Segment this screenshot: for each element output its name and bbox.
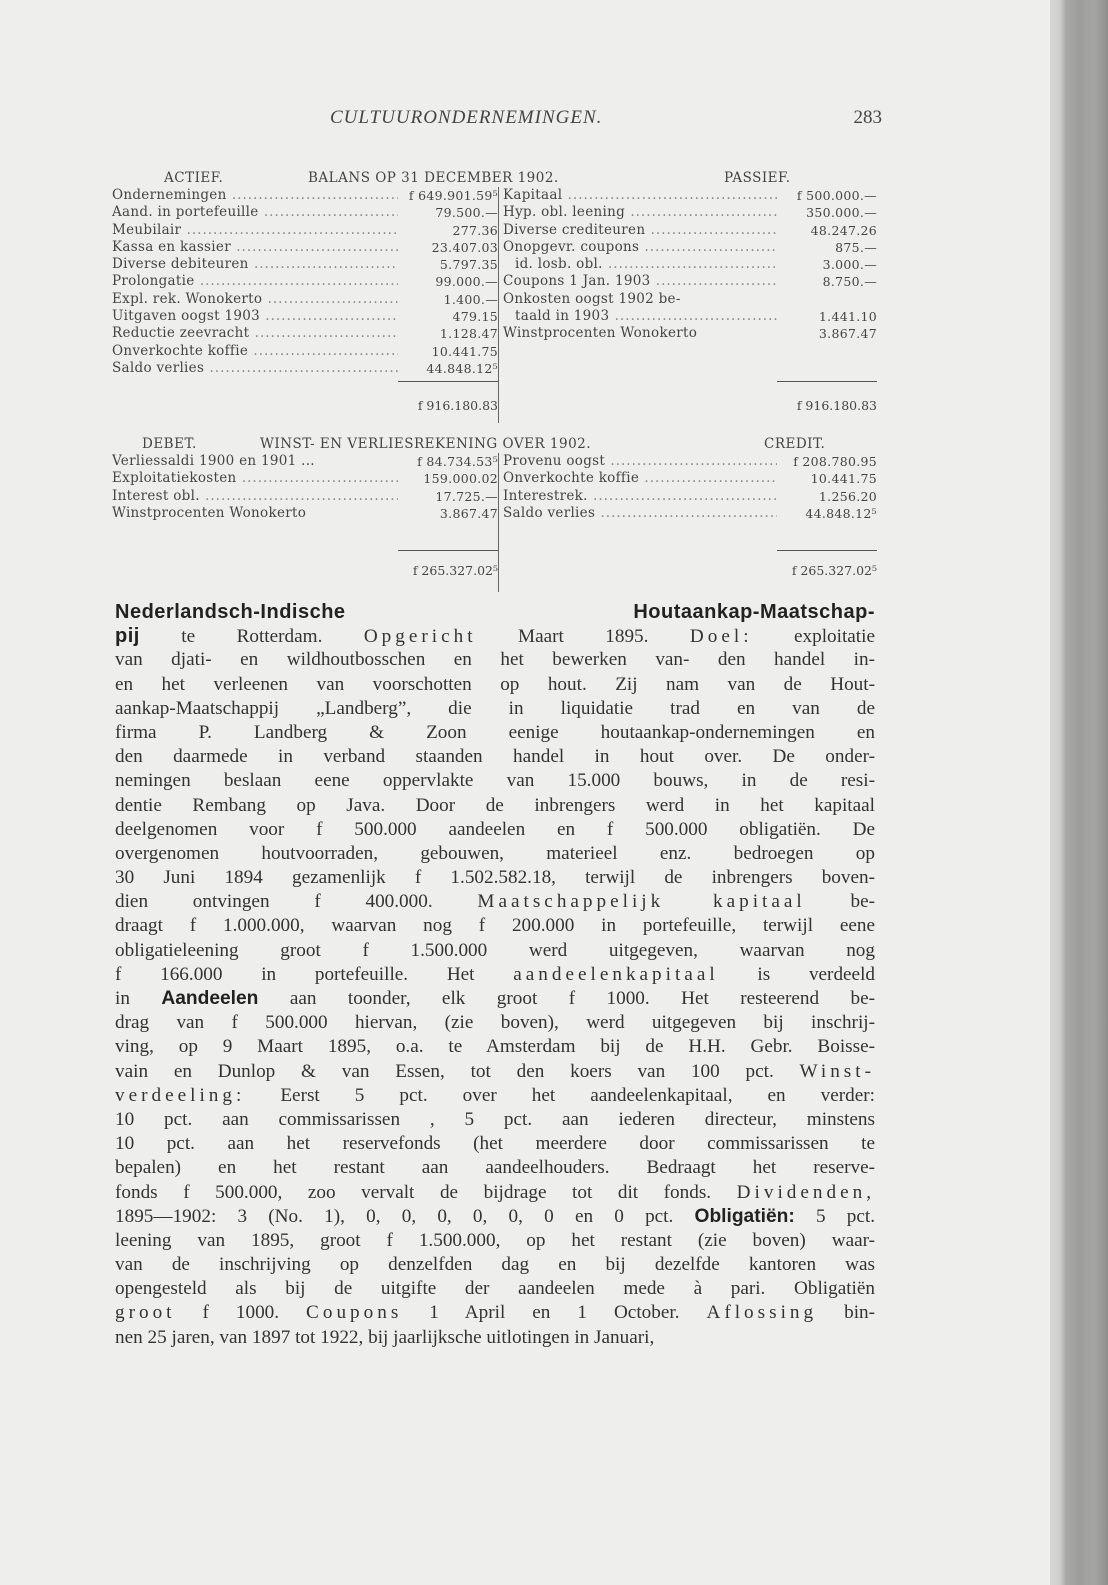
- row-amount: 8.750.—: [822, 274, 877, 290]
- line-text: bin-: [817, 1302, 876, 1324]
- line-text: dien ontvingen f 400.000.: [115, 891, 478, 913]
- running-title: CULTUURONDERNEMINGEN.: [330, 107, 603, 128]
- row-amount: 3.867.47: [818, 326, 877, 342]
- row-amount: 44.848.12⁵: [426, 360, 498, 376]
- row-label: Onverkochte koffie .....: [503, 470, 777, 487]
- line-text: drag van f 500.000 hiervan, (zie boven), werd uitgegeven bij inschrij-: [115, 1012, 875, 1034]
- row-label: Aand. in portefeuille .....: [112, 204, 398, 221]
- article-line: [115, 914, 875, 938]
- income-statement-title: WINST- EN VERLIESREKENING OVER 1902.: [260, 436, 592, 452]
- row-amount: 5.797.35: [439, 257, 498, 273]
- row-amount: 1.441.10: [818, 309, 877, 325]
- statement-row: [112, 256, 498, 273]
- row-amount: 1.400.—: [443, 291, 498, 307]
- row-label: Exploitatiekosten .....: [112, 470, 398, 487]
- bold-keyword: Aandeelen: [161, 988, 259, 1009]
- article-line: [115, 1301, 875, 1325]
- article-line: [115, 745, 875, 769]
- assets-total-amount: f 916.180.83: [417, 398, 498, 414]
- balance-sheet-caption: [112, 170, 877, 187]
- row-label: Ondernemingen .....: [112, 187, 398, 204]
- company-name: Nederlandsch-Indische Houtaankap-Maatschap-: [115, 601, 875, 623]
- statement-row: [112, 470, 498, 487]
- row-label: id. losb. obl. .....: [503, 256, 777, 273]
- row-label: Provenu oogst .....: [503, 453, 777, 470]
- company-article: [115, 600, 875, 1350]
- row-amount: 23.407.03: [431, 239, 498, 255]
- article-line: [115, 1156, 875, 1180]
- row-amount: 1.128.47: [439, 326, 498, 342]
- row-label: Uitgaven oogst 1903 .....: [112, 308, 398, 325]
- line-text: 1895—1902: 3 (No. 1), 0, 0, 0, 0, 0, 0 en 0 pct.: [115, 1205, 695, 1227]
- article-line: [115, 987, 875, 1011]
- line-text: 30 Juni 1894 gezamenlijk f 1.502.582.18, terwijl de inbrengers boven-: [115, 867, 875, 889]
- line-text: Maart 1895.: [476, 626, 690, 648]
- statement-row: [112, 505, 498, 522]
- line-text: nen 25 jaren, van 1897 tot 1922, bij jaarlijksche uitlotingen in Januari,: [115, 1326, 655, 1348]
- line-text: deelgenomen voor f 500.000 aandeelen en f 500.000 obligatiën. De: [115, 818, 875, 840]
- line-text: Eerst 5 pct. over het aandeelenkapitaal, en verder:: [245, 1084, 875, 1106]
- article-line: [115, 1277, 875, 1301]
- line-text: nemingen beslaan eene oppervlakte van 15.000 bouws, in de resi-: [115, 770, 875, 792]
- line-text: be-: [805, 891, 875, 913]
- article-line: [115, 1108, 875, 1132]
- row-label: Reductie zeevracht .....: [112, 325, 398, 342]
- article-line: [115, 794, 875, 818]
- article-line: [115, 1035, 875, 1059]
- spaced-keyword: Coupons: [306, 1302, 403, 1324]
- row-label: Meubilair .....: [112, 222, 398, 239]
- row-label: Kapitaal .....: [503, 187, 777, 204]
- row-label: taald in 1903 .....: [503, 308, 777, 325]
- row-amount: 479.15: [452, 309, 498, 325]
- debit-total-amount: f 265.327.02⁵: [412, 563, 498, 579]
- assets-caption: ACTIEF.: [164, 170, 224, 186]
- line-text: obligatieleening groot f 1.500.000 werd uitgegeven, waarvan nog: [115, 939, 875, 961]
- row-label: Coupons 1 Jan. 1903 .....: [503, 273, 777, 290]
- line-text: draagt f 1.000.000, waarvan nog f 200.000 in portefeuille, terwijl eene: [115, 915, 875, 937]
- statement-row: [503, 291, 877, 308]
- row-label: Expl. rek. Wonokerto .....: [112, 291, 398, 308]
- statement-row: [503, 325, 877, 342]
- row-label: Diverse debiteuren .....: [112, 256, 398, 273]
- row-label: Saldo verlies .....: [112, 360, 398, 377]
- statement-row: [112, 308, 498, 325]
- debit-total: [112, 522, 498, 592]
- article-line: [115, 1326, 875, 1350]
- row-label: Prolongatie .....: [112, 273, 398, 290]
- article-line: [115, 769, 875, 793]
- line-text: leening van 1895, groot f 1.500.000, op het restant (zie boven) waar-: [115, 1229, 875, 1251]
- credit-column: [498, 453, 877, 522]
- spaced-keyword: Maatschappelijk kapitaal: [477, 891, 806, 913]
- bold-keyword: Obligatiën:: [694, 1205, 795, 1227]
- credit-total-amount: f 265.327.02⁵: [791, 563, 877, 579]
- article-line: [115, 818, 875, 842]
- row-label: Winstprocenten Wonokerto: [503, 325, 698, 342]
- line-text: aan toonder, elk groot f 1000. Het resteerend be-: [258, 988, 875, 1009]
- line-text: dentie Rembang op Java. Door de inbrengers werd in het kapitaal: [115, 794, 875, 816]
- line-text: overgenomen houtvoorraden, gebouwen, materieel enz. bedroegen op: [115, 842, 875, 864]
- statement-row: [503, 470, 877, 487]
- row-amount: 17.725.—: [435, 488, 498, 504]
- balance-sheet-title: BALANS OP 31 DECEMBER 1902.: [308, 170, 559, 186]
- statement-row: [503, 222, 877, 239]
- statement-row: [503, 308, 877, 325]
- statement-row: [112, 360, 498, 377]
- row-label: Onkosten oogst 1902 be-: [503, 290, 681, 307]
- spaced-keyword: Doel:: [689, 626, 753, 648]
- row-amount: f 649.901.59⁵: [408, 188, 498, 203]
- income-statement: [112, 436, 877, 592]
- row-amount: 44.848.12⁵: [805, 505, 877, 521]
- row-amount: 3.000.—: [822, 257, 877, 273]
- line-text: f 166.000 in portefeuille. Het: [115, 963, 514, 985]
- line-text: den daarmede in verband staanden handel in hout over. De onder-: [115, 746, 875, 768]
- article-line: [115, 866, 875, 890]
- article-line: [115, 842, 875, 866]
- article-line: [115, 648, 875, 672]
- article-line: [115, 673, 875, 697]
- article-line: [115, 890, 875, 914]
- balance-sheet: [112, 170, 877, 423]
- statement-row: [503, 239, 877, 256]
- article-line: [115, 624, 875, 648]
- article-line: [115, 1253, 875, 1277]
- line-text: van djati- en wildhoutbosschen en het bewerken van- den handel in-: [115, 649, 875, 671]
- spaced-keyword: Dividenden,: [736, 1181, 875, 1203]
- statement-row: [112, 488, 498, 505]
- row-amount: 79.500.—: [435, 205, 498, 221]
- row-label: Diverse crediteuren .....: [503, 222, 777, 239]
- company-name-continued: pij: [115, 625, 140, 648]
- assets-column: [112, 187, 498, 377]
- article-line: [115, 1084, 875, 1108]
- spaced-keyword: verdeeling:: [115, 1084, 246, 1106]
- row-label: Verliessaldi 1900 en 1901 ...: [112, 453, 315, 469]
- row-amount: 3.867.47: [439, 505, 498, 521]
- row-label: Saldo verlies .....: [503, 505, 777, 522]
- debit-caption: DEBET.: [142, 436, 197, 452]
- statement-row: [112, 291, 498, 308]
- assets-total: [112, 377, 498, 415]
- row-label: Winstprocenten Wonokerto: [112, 504, 307, 521]
- statement-row: [112, 239, 498, 256]
- statement-row: [112, 273, 498, 290]
- line-text: opengesteld als bij de uitgifte der aandeelen mede à pari. Obligatiën: [115, 1278, 875, 1300]
- row-label: Onopgevr. coupons .....: [503, 239, 777, 256]
- line-text: fonds f 500.000, zoo vervalt de bijdrage tot dit fonds.: [115, 1181, 737, 1203]
- article-line: [115, 963, 875, 987]
- statement-row: [503, 453, 877, 470]
- liabilities-total-amount: f 916.180.83: [796, 398, 877, 414]
- article-heading-line: [115, 600, 875, 624]
- row-amount: 48.247.26: [810, 222, 877, 238]
- row-amount: 350.000.—: [806, 205, 877, 221]
- statement-row: [503, 505, 877, 522]
- row-amount: 159.000.02: [423, 471, 498, 487]
- row-amount: [777, 291, 877, 308]
- row-label: Onverkochte koffie .....: [112, 343, 398, 360]
- line-text: firma P. Landberg & Zoon eenige houtaankap-ondernemingen en: [115, 721, 875, 743]
- article-line: [115, 939, 875, 963]
- row-label: Kassa en kassier .....: [112, 239, 398, 256]
- row-label: Interest obl. .....: [112, 488, 398, 505]
- statement-row: [112, 453, 498, 470]
- liabilities-total: [498, 377, 877, 423]
- article-line: [115, 1132, 875, 1156]
- debit-column: [112, 453, 498, 522]
- line-text: en het verleenen van voorschotten op hout. Zij nam van de Hout-: [115, 673, 875, 695]
- row-amount: f 208.780.95: [793, 454, 877, 469]
- article-line: [115, 721, 875, 745]
- statement-row: [503, 256, 877, 273]
- spaced-keyword: Aflossing: [706, 1302, 818, 1324]
- row-amount: 99.000.—: [435, 274, 498, 290]
- statement-row: [503, 488, 877, 505]
- article-line: [115, 1229, 875, 1253]
- liabilities-column: [498, 187, 877, 377]
- article-line: [115, 1060, 875, 1084]
- article-line: [115, 697, 875, 721]
- statement-row: [503, 187, 877, 204]
- line-text: exploitatie: [752, 626, 875, 648]
- line-text: ving, op 9 Maart 1895, o.a. te Amsterdam bij de H.H. Gebr. Boisse-: [115, 1036, 875, 1058]
- row-amount: 10.441.75: [810, 471, 877, 487]
- line-text: van de inschrijving op denzelfden dag en bij dezelfde kantoren was: [115, 1254, 875, 1276]
- statement-row: [503, 273, 877, 290]
- page-edge-shadow: [1050, 0, 1108, 1585]
- row-amount: f 84.734.53⁵: [417, 454, 498, 469]
- row-label: Interestrek. .....: [503, 488, 777, 505]
- row-label: Hyp. obl. leening .....: [503, 204, 777, 221]
- row-amount: 875.—: [835, 239, 877, 255]
- line-text: in: [115, 988, 162, 1009]
- spaced-keyword: groot: [115, 1302, 176, 1324]
- credit-caption: CREDIT.: [764, 436, 826, 452]
- statement-row: [112, 325, 498, 342]
- article-line: [115, 1011, 875, 1035]
- article-line: [115, 1181, 875, 1205]
- spaced-keyword: Opgericht: [363, 626, 477, 648]
- running-header: [140, 107, 882, 137]
- statement-row: [112, 204, 498, 221]
- line-text: te Rotterdam.: [139, 626, 364, 648]
- line-text: aankap-Maatschappij „Landberg”, die in liquidatie trad en van de: [115, 697, 875, 719]
- row-amount: f 500.000.—: [796, 188, 877, 203]
- income-statement-caption: [112, 436, 877, 453]
- line-text: 10 pct. aan het reservefonds (het meerdere door commissarissen te: [115, 1133, 875, 1155]
- statement-row: [503, 204, 877, 221]
- line-text: bepalen) en het restant aan aandeelhouders. Bedraagt het reserve-: [115, 1157, 875, 1179]
- line-text: is verdeeld: [718, 963, 875, 985]
- page-number: 283: [853, 107, 882, 128]
- spaced-keyword: Winst-: [799, 1060, 875, 1082]
- spaced-keyword: aandeelenkapitaal: [513, 963, 719, 985]
- line-text: 10 pct. aan commissarissen , 5 pct. aan iederen directeur, minstens: [115, 1108, 875, 1130]
- statement-row: [112, 222, 498, 239]
- line-text: 1 April en 1 October.: [402, 1302, 707, 1324]
- article-line: [115, 1205, 875, 1229]
- statement-row: [112, 343, 498, 360]
- liabilities-caption: PASSIEF.: [724, 170, 791, 186]
- line-text: f 1000.: [175, 1302, 307, 1324]
- statement-row: [112, 187, 498, 204]
- line-text: vain en Dunlop & van Essen, tot den koers van 100 pct.: [115, 1060, 800, 1082]
- row-amount: 277.36: [452, 222, 498, 238]
- row-amount: 1.256.20: [818, 488, 877, 504]
- row-amount: 10.441.75: [431, 343, 498, 359]
- line-text: 5 pct.: [794, 1205, 875, 1227]
- credit-total: [498, 522, 877, 592]
